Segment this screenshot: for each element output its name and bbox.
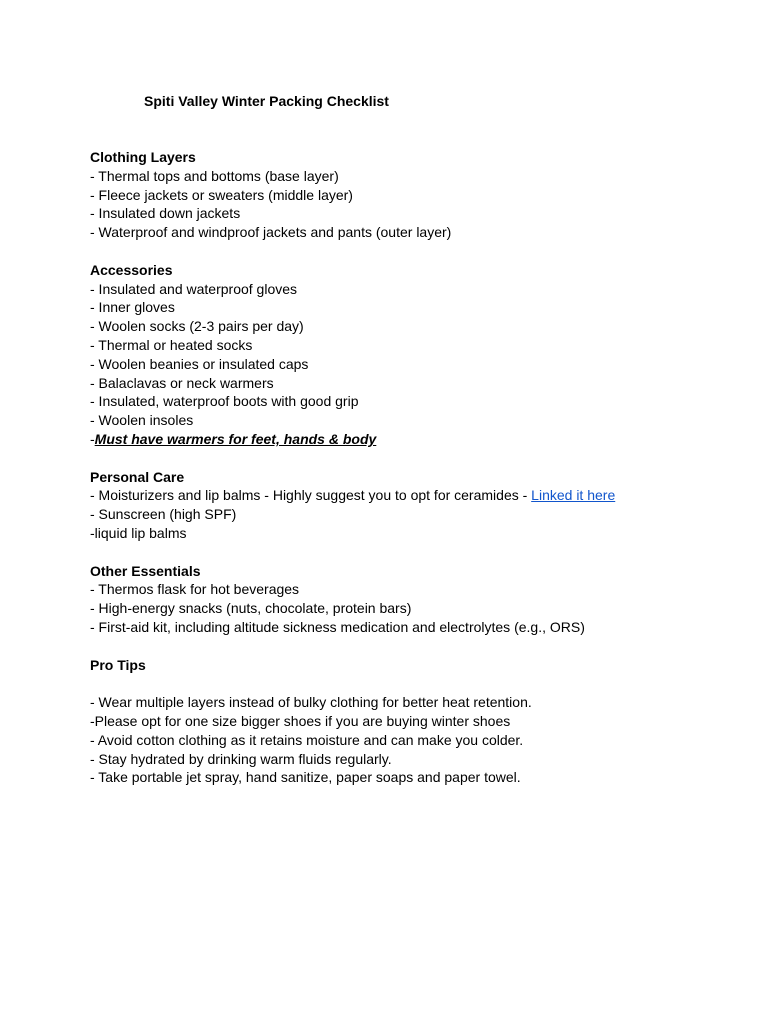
section-personal-care bbox=[90, 468, 740, 543]
section-heading: Pro Tips bbox=[90, 656, 146, 673]
section-clothing-layers bbox=[90, 148, 740, 242]
section-pro-tips bbox=[90, 656, 740, 788]
list-item: - Thermal tops and bottoms (base layer) bbox=[90, 167, 339, 184]
section-heading: Clothing Layers bbox=[90, 149, 196, 165]
list-item: -Please opt for one size bigger shoes if you are buying winter shoes bbox=[90, 712, 511, 729]
list-item: - Woolen insoles bbox=[90, 412, 194, 429]
list-item: - Woolen beanies or insulated caps bbox=[90, 355, 309, 372]
ceramides-link[interactable]: Linked it here bbox=[531, 487, 616, 504]
document-title: Spiti Valley Winter Packing Checklist bbox=[144, 93, 389, 109]
moisturizer-text: - Moisturizers and lip balms - Highly suggest you to opt for ceramides - bbox=[90, 487, 532, 504]
list-item: - Insulated, waterproof boots with good grip bbox=[90, 393, 359, 410]
list-item: - High-energy snacks (nuts, chocolate, protein bars) bbox=[90, 600, 412, 617]
blank-line bbox=[90, 674, 740, 693]
list-item: - Balaclavas or neck warmers bbox=[90, 374, 274, 391]
list-item: - Waterproof and windproof jackets and pants (outer layer) bbox=[90, 224, 452, 241]
list-item-with-link bbox=[90, 486, 740, 505]
list-item: - Fleece jackets or sweaters (middle layer) bbox=[90, 186, 353, 203]
list-item: - Wear multiple layers instead of bulky clothing for better heat retention. bbox=[90, 694, 532, 711]
list-item: - Thermos flask for hot beverages bbox=[90, 581, 300, 598]
emphasis-prefix: - bbox=[90, 430, 95, 447]
list-item: - Stay hydrated by drinking warm fluids regularly. bbox=[90, 750, 392, 767]
list-item: - Avoid cotton clothing as it retains moisture and can make you colder. bbox=[90, 731, 524, 748]
list-item: - Sunscreen (high SPF) bbox=[90, 506, 237, 523]
list-item-emphasis bbox=[90, 430, 740, 449]
list-item: - Inner gloves bbox=[90, 299, 175, 316]
list-item: - Thermal or heated socks bbox=[90, 336, 253, 353]
section-heading: Accessories bbox=[90, 261, 173, 278]
list-item: - Insulated down jackets bbox=[90, 205, 241, 222]
list-item: - Take portable jet spray, hand sanitize, paper soaps and paper towel. bbox=[90, 769, 521, 786]
document-body bbox=[90, 148, 740, 787]
list-item: - Insulated and waterproof gloves bbox=[90, 280, 298, 297]
section-heading: Personal Care bbox=[90, 468, 185, 485]
section-other-essentials bbox=[90, 562, 740, 637]
emphasis-text: Must have warmers for feet, hands & body bbox=[94, 430, 377, 447]
list-item: -liquid lip balms bbox=[90, 524, 187, 541]
section-accessories bbox=[90, 261, 740, 449]
list-item: - Woolen socks (2-3 pairs per day) bbox=[90, 318, 304, 335]
list-item: - First-aid kit, including altitude sickness medication and electrolytes (e.g., ORS) bbox=[90, 618, 585, 635]
section-heading: Other Essentials bbox=[90, 562, 201, 579]
